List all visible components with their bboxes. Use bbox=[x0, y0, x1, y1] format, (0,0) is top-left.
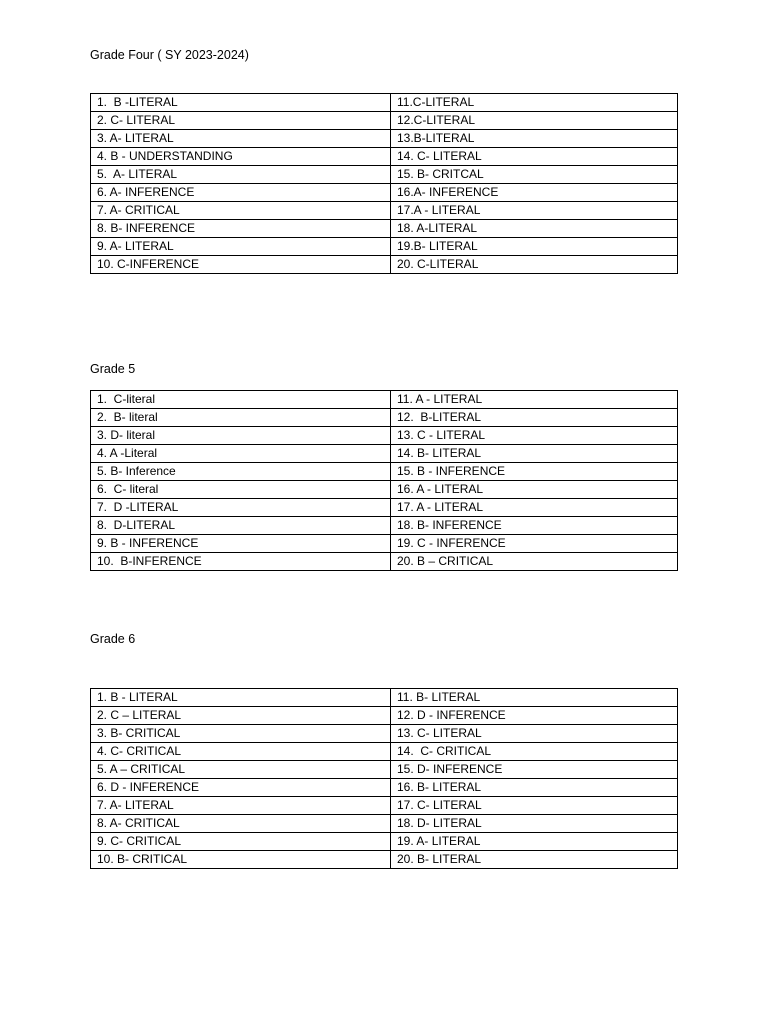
answer-cell: 10. B- CRITICAL bbox=[91, 851, 391, 869]
answer-cell: 16. B- LITERAL bbox=[391, 779, 678, 797]
table-row bbox=[91, 851, 678, 869]
answer-cell: 14. B- LITERAL bbox=[391, 445, 678, 463]
table-row bbox=[91, 689, 678, 707]
answer-cell: 12.C-LITERAL bbox=[391, 112, 678, 130]
table-row bbox=[91, 238, 678, 256]
table-row bbox=[91, 220, 678, 238]
answer-cell: 4. B - UNDERSTANDING bbox=[91, 148, 391, 166]
answer-cell: 10. B-INFERENCE bbox=[91, 553, 391, 571]
table-row bbox=[91, 256, 678, 274]
answer-cell: 2. C- LITERAL bbox=[91, 112, 391, 130]
table-row bbox=[91, 743, 678, 761]
table-row bbox=[91, 779, 678, 797]
answer-cell: 19. A- LITERAL bbox=[391, 833, 678, 851]
answer-cell: 7. A- LITERAL bbox=[91, 797, 391, 815]
answer-cell: 8. A- CRITICAL bbox=[91, 815, 391, 833]
answer-cell: 9. A- LITERAL bbox=[91, 238, 391, 256]
table-row bbox=[91, 517, 678, 535]
answer-cell: 13. C - LITERAL bbox=[391, 427, 678, 445]
table-row bbox=[91, 481, 678, 499]
answer-cell: 6. A- INFERENCE bbox=[91, 184, 391, 202]
answer-cell: 17. C- LITERAL bbox=[391, 797, 678, 815]
grade-6-heading: Grade 6 bbox=[90, 632, 136, 646]
answer-cell: 5. A- LITERAL bbox=[91, 166, 391, 184]
answer-cell: 18. B- INFERENCE bbox=[391, 517, 678, 535]
answer-cell: 6. D - INFERENCE bbox=[91, 779, 391, 797]
answer-cell: 16.A- INFERENCE bbox=[391, 184, 678, 202]
answer-cell: 2. C – LITERAL bbox=[91, 707, 391, 725]
answer-cell: 7. D -LITERAL bbox=[91, 499, 391, 517]
table-row bbox=[91, 94, 678, 112]
table-row bbox=[91, 391, 678, 409]
answer-cell: 8. D-LITERAL bbox=[91, 517, 391, 535]
answer-cell: 7. A- CRITICAL bbox=[91, 202, 391, 220]
answer-cell: 20. C-LITERAL bbox=[391, 256, 678, 274]
answer-cell: 11.C-LITERAL bbox=[391, 94, 678, 112]
answer-cell: 9. C- CRITICAL bbox=[91, 833, 391, 851]
answer-cell: 15. B - INFERENCE bbox=[391, 463, 678, 481]
answer-cell: 6. C- literal bbox=[91, 481, 391, 499]
answer-cell: 1. B -LITERAL bbox=[91, 94, 391, 112]
answer-cell: 20. B – CRITICAL bbox=[391, 553, 678, 571]
answer-cell: 3. B- CRITICAL bbox=[91, 725, 391, 743]
table-row bbox=[91, 707, 678, 725]
grade-6-answer-table bbox=[90, 688, 678, 869]
answer-cell: 13.B-LITERAL bbox=[391, 130, 678, 148]
table-row bbox=[91, 797, 678, 815]
table-row bbox=[91, 815, 678, 833]
table-row bbox=[91, 725, 678, 743]
table-row bbox=[91, 427, 678, 445]
answer-cell: 19. C - INFERENCE bbox=[391, 535, 678, 553]
answer-cell: 18. D- LITERAL bbox=[391, 815, 678, 833]
table-row bbox=[91, 112, 678, 130]
answer-cell: 12. D - INFERENCE bbox=[391, 707, 678, 725]
answer-cell: 5. B- Inference bbox=[91, 463, 391, 481]
answer-cell: 18. A-LITERAL bbox=[391, 220, 678, 238]
answer-cell: 14. C- LITERAL bbox=[391, 148, 678, 166]
table-row bbox=[91, 184, 678, 202]
grade-four-answer-table bbox=[90, 93, 678, 274]
answer-cell: 10. C-INFERENCE bbox=[91, 256, 391, 274]
answer-cell: 1. C-literal bbox=[91, 391, 391, 409]
answer-cell: 15. D- INFERENCE bbox=[391, 761, 678, 779]
answer-cell: 5. A – CRITICAL bbox=[91, 761, 391, 779]
answer-cell: 3. D- literal bbox=[91, 427, 391, 445]
table-row bbox=[91, 409, 678, 427]
answer-cell: 4. A -Literal bbox=[91, 445, 391, 463]
answer-cell: 14. C- CRITICAL bbox=[391, 743, 678, 761]
answer-cell: 20. B- LITERAL bbox=[391, 851, 678, 869]
table-row bbox=[91, 553, 678, 571]
grade-5-answer-table bbox=[90, 390, 678, 571]
table-row bbox=[91, 445, 678, 463]
answer-cell: 15. B- CRITCAL bbox=[391, 166, 678, 184]
table-row bbox=[91, 535, 678, 553]
answer-cell: 17.A - LITERAL bbox=[391, 202, 678, 220]
table-row bbox=[91, 463, 678, 481]
table-row bbox=[91, 499, 678, 517]
answer-cell: 12. B-LITERAL bbox=[391, 409, 678, 427]
answer-cell: 1. B - LITERAL bbox=[91, 689, 391, 707]
grade-four-heading: Grade Four ( SY 2023-2024) bbox=[90, 48, 249, 62]
answer-cell: 8. B- INFERENCE bbox=[91, 220, 391, 238]
table-row bbox=[91, 130, 678, 148]
table-row bbox=[91, 761, 678, 779]
answer-cell: 11. B- LITERAL bbox=[391, 689, 678, 707]
table-row bbox=[91, 148, 678, 166]
grade-5-heading: Grade 5 bbox=[90, 362, 136, 376]
answer-cell: 11. A - LITERAL bbox=[391, 391, 678, 409]
table-row bbox=[91, 833, 678, 851]
answer-cell: 17. A - LITERAL bbox=[391, 499, 678, 517]
answer-cell: 2. B- literal bbox=[91, 409, 391, 427]
answer-cell: 19.B- LITERAL bbox=[391, 238, 678, 256]
answer-cell: 3. A- LITERAL bbox=[91, 130, 391, 148]
table-row bbox=[91, 202, 678, 220]
answer-cell: 16. A - LITERAL bbox=[391, 481, 678, 499]
table-row bbox=[91, 166, 678, 184]
answer-cell: 9. B - INFERENCE bbox=[91, 535, 391, 553]
answer-cell: 13. C- LITERAL bbox=[391, 725, 678, 743]
answer-cell: 4. C- CRITICAL bbox=[91, 743, 391, 761]
